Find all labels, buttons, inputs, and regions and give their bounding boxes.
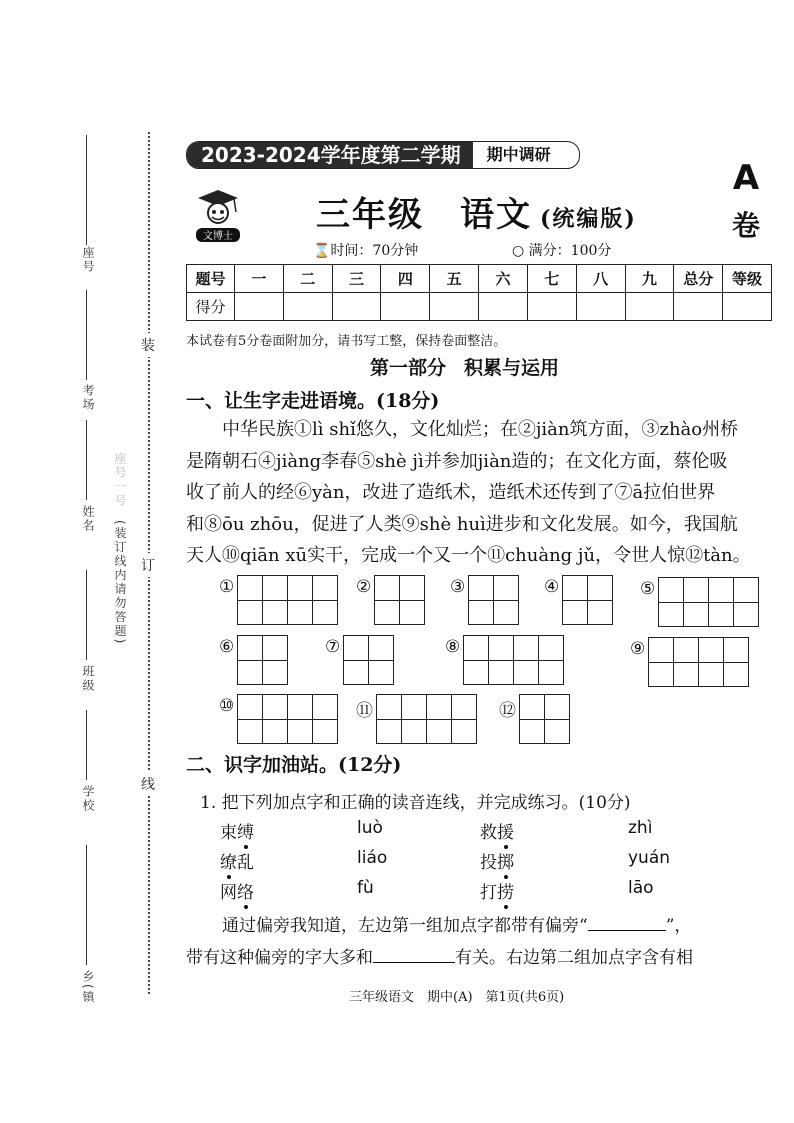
- score-header-cell: 八: [576, 265, 625, 293]
- writing-grid-item: [219, 694, 338, 744]
- score-cell[interactable]: [576, 293, 625, 321]
- grid-cell: [587, 576, 612, 624]
- binding-line-class: [86, 570, 87, 660]
- section2-question1: 1. 把下列加点字和正确的读音连线，并完成练习。(10分): [200, 793, 631, 813]
- grid-cell: [262, 695, 287, 743]
- hourglass-icon: ⌛: [313, 243, 331, 259]
- character-box[interactable]: [698, 638, 748, 686]
- grid-cell: [683, 578, 708, 626]
- page-footer: 三年级语文 期中(A) 第1页(共6页): [349, 990, 565, 1005]
- grid-cell: [649, 638, 673, 686]
- match-word-right-2: 投掷: [480, 848, 514, 873]
- tian-zi-grid[interactable]: [562, 575, 613, 625]
- grid-number: ②: [356, 577, 372, 597]
- character-box[interactable]: [238, 576, 287, 624]
- match-pinyin-right-3[interactable]: lāo: [628, 878, 654, 898]
- grid-cell: [451, 695, 476, 743]
- score-cell[interactable]: [723, 293, 772, 321]
- grid-number: ⑥: [219, 637, 235, 657]
- edition: (统编版): [540, 206, 637, 232]
- binding-field-class: 班级: [81, 665, 95, 693]
- score-header-cell: 题号: [187, 265, 235, 293]
- score-table-header-row: [187, 265, 772, 293]
- character-box[interactable]: [375, 576, 424, 624]
- grid-cell: [312, 695, 337, 743]
- character-box[interactable]: [238, 636, 287, 684]
- character-box[interactable]: [649, 638, 698, 686]
- match-word-right-1: 救援: [480, 818, 514, 843]
- match-word-left-1: 束缚: [220, 818, 254, 843]
- grid-cell: [544, 695, 569, 743]
- character-box[interactable]: [708, 578, 758, 626]
- character-box[interactable]: [659, 578, 708, 626]
- binding-line-name: [86, 420, 87, 500]
- part-title: 积累与运用: [464, 357, 560, 379]
- binding-line-school: [86, 710, 87, 780]
- grid-number: ①: [219, 577, 235, 597]
- score-header-cell: 九: [625, 265, 674, 293]
- fill-sentence-2: 带有这种偏旁的字大多和 有关。右边第二组加点字含有相: [186, 948, 693, 968]
- binding-line-town: [86, 845, 87, 965]
- grid-cell: [520, 695, 544, 743]
- circle-icon: ○: [512, 243, 525, 259]
- tian-zi-grid[interactable]: [648, 637, 749, 687]
- grid-number: ⑨: [630, 639, 646, 659]
- score-header-cell: 五: [430, 265, 479, 293]
- match-word-left-2: 缭乱: [220, 848, 254, 873]
- binding-line-kaochang: [86, 290, 87, 380]
- match-pinyin-left-1[interactable]: luò: [357, 818, 383, 838]
- grid-cell: [344, 636, 368, 684]
- tian-zi-grid[interactable]: [237, 694, 338, 744]
- grid-number: ③: [450, 577, 466, 597]
- binding-field-zuohao: 座号: [81, 246, 95, 274]
- tian-zi-grid[interactable]: [468, 575, 519, 625]
- grid-cell: [563, 576, 587, 624]
- score-cell[interactable]: [235, 293, 284, 321]
- score-table: [186, 264, 772, 321]
- passage-line: 天人⑩qiān xū实干，完成一个又一个⑪chuàng jǔ，令世人惊⑫tàn。: [186, 545, 751, 566]
- part-heading: [370, 353, 559, 380]
- grid-cell: [238, 576, 262, 624]
- grid-cell: [262, 576, 287, 624]
- binding-field-town: 乡(镇: [81, 970, 95, 1005]
- score-header-cell: 一: [235, 265, 284, 293]
- binding-note: (装订线内请勿答题): [113, 520, 127, 646]
- score-header-cell: 总分: [674, 265, 723, 293]
- writing-grid-item: [640, 577, 759, 627]
- binding-field-school: 学校: [81, 785, 95, 813]
- grid-number: ⑫: [499, 701, 516, 721]
- grid-cell: [469, 576, 493, 624]
- blank-radical[interactable]: [588, 930, 666, 931]
- grid-cell: [238, 636, 262, 684]
- binding-char-xian: 线: [141, 772, 155, 796]
- tian-zi-grid[interactable]: [343, 635, 394, 685]
- grid-cell: [538, 636, 563, 684]
- grade-subject: 三年级 语文: [316, 195, 532, 235]
- writing-grid-item: [630, 637, 749, 687]
- character-box[interactable]: [344, 636, 393, 684]
- match-word-right-3: 打捞: [480, 878, 514, 903]
- paper-title: [316, 187, 637, 236]
- grid-cell: [659, 578, 683, 626]
- score-cell[interactable]: [332, 293, 381, 321]
- exam-time: ⌛时间：70分钟: [313, 243, 419, 259]
- score-cell[interactable]: [381, 293, 430, 321]
- grid-cell: [427, 695, 451, 743]
- writing-grid-item: [445, 635, 564, 685]
- mascot-label: 文博士: [203, 231, 233, 242]
- header-banner: [186, 141, 580, 169]
- binding-field-kaochang: 考场: [81, 384, 95, 412]
- blank-related-meaning[interactable]: [373, 962, 455, 963]
- writing-grid-item: [325, 635, 394, 685]
- binding-line-zuohao: [86, 135, 87, 245]
- match-pinyin-left-3[interactable]: fù: [357, 878, 374, 898]
- grid-cell: [375, 576, 399, 624]
- character-box[interactable]: [426, 695, 476, 743]
- grid-cell: [401, 695, 426, 743]
- writing-grid-item: [356, 575, 425, 625]
- grid-number: ⑦: [325, 637, 341, 657]
- passage-line: 收了前人的经⑥yàn，改进了造纸术，造纸术还传到了⑦ā拉伯世界: [186, 482, 716, 503]
- score-cell[interactable]: [674, 293, 723, 321]
- writing-grid-item: [544, 575, 613, 625]
- character-box[interactable]: [377, 695, 426, 743]
- grid-number: ④: [544, 577, 560, 597]
- character-box[interactable]: [287, 576, 337, 624]
- tian-zi-grid[interactable]: [374, 575, 425, 625]
- grid-cell: [709, 578, 733, 626]
- mascot-logo: [190, 186, 246, 244]
- score-cell[interactable]: [625, 293, 674, 321]
- grid-number: ⑧: [445, 637, 461, 657]
- binding-faded-text: 座号一号: [113, 452, 127, 508]
- score-header-cell: 二: [283, 265, 332, 293]
- grid-cell: [514, 636, 538, 684]
- paper-word: 卷: [731, 209, 760, 242]
- tian-zi-grid[interactable]: [237, 635, 288, 685]
- passage-line: 中华民族①lì shǐ悠久，文化灿烂；在②jiàn筑方面，③zhào州桥: [222, 419, 739, 440]
- score-table-score-row: [187, 293, 772, 321]
- tian-zi-grid[interactable]: [237, 575, 338, 625]
- character-box[interactable]: [464, 636, 513, 684]
- paper-letter: A: [732, 158, 760, 198]
- writing-grid-item: [450, 575, 519, 625]
- grid-cell: [238, 695, 262, 743]
- match-pinyin-right-1[interactable]: zhì: [628, 818, 653, 838]
- match-pinyin-left-2[interactable]: liáo: [357, 848, 388, 868]
- section1-passage: [186, 414, 776, 572]
- score-header-cell: 三: [332, 265, 381, 293]
- tian-zi-grid[interactable]: [463, 635, 564, 685]
- school-year: 2023-2024学年度第二学期: [187, 142, 473, 168]
- score-header-cell: 六: [479, 265, 528, 293]
- binding-field-name: 姓名: [81, 505, 95, 533]
- character-box[interactable]: [469, 576, 518, 624]
- passage-line: 是隋朝石④jiàng李春⑤shè jì并参加jiàn造的；在文化方面，蔡伦吸: [186, 450, 728, 472]
- match-word-left-3: 网络: [220, 878, 254, 903]
- grid-cell: [368, 636, 393, 684]
- grid-number: ⑩: [219, 696, 235, 716]
- fill-sentence-1: 通过偏旁我知道，左边第一组加点字都带有偏旁“ ”，: [222, 916, 692, 936]
- passage-line: 和⑧ōu zhōu，促进了人类⑨shè huì进步和文化发展。如今，我国航: [186, 513, 738, 535]
- section2-title: 二、识字加油站。(12分): [186, 754, 402, 776]
- grid-cell: [723, 638, 748, 686]
- score-header-cell: 七: [527, 265, 576, 293]
- exam-type: 期中调研: [473, 142, 565, 168]
- grid-cell: [488, 636, 513, 684]
- tian-zi-grid[interactable]: [658, 577, 759, 627]
- tian-zi-grid[interactable]: [376, 694, 477, 744]
- binding-char-ding: 订: [141, 553, 155, 577]
- character-box[interactable]: [513, 636, 563, 684]
- grid-cell: [699, 638, 723, 686]
- section1-title: 一、让生字走进语境。(18分): [186, 390, 440, 412]
- paper-badge: [726, 158, 766, 244]
- score-cell[interactable]: [527, 293, 576, 321]
- grid-cell: [464, 636, 488, 684]
- score-cell[interactable]: [283, 293, 332, 321]
- grid-cell: [262, 636, 287, 684]
- character-box[interactable]: [238, 695, 287, 743]
- character-box[interactable]: [563, 576, 612, 624]
- score-cell[interactable]: [430, 293, 479, 321]
- full-score: ○ 满分：100分: [512, 243, 612, 259]
- grid-cell: [673, 638, 698, 686]
- neatness-note: 本试卷有5分卷面附加分，请书写工整，保持卷面整洁。: [186, 334, 507, 349]
- grid-cell: [399, 576, 424, 624]
- grid-cell: [288, 695, 312, 743]
- match-pinyin-right-2[interactable]: yuán: [628, 848, 671, 868]
- writing-grid-item: [499, 694, 570, 744]
- character-box[interactable]: [287, 695, 337, 743]
- score-header-cell: 等级: [723, 265, 772, 293]
- grid-number: ⑤: [640, 579, 656, 599]
- score-cell[interactable]: [479, 293, 528, 321]
- grid-cell: [288, 576, 312, 624]
- grid-cell: [733, 578, 758, 626]
- binding-char-zhuang: 装: [141, 333, 155, 357]
- grid-cell: [377, 695, 401, 743]
- writing-grid-item: [356, 694, 477, 744]
- grid-number: ⑪: [356, 701, 373, 721]
- grid-cell: [312, 576, 337, 624]
- writing-grid-item: [219, 635, 288, 685]
- score-header-cell: 四: [381, 265, 430, 293]
- score-row-label: 得分: [187, 293, 235, 321]
- writing-grid-item: [219, 575, 338, 625]
- character-box[interactable]: [520, 695, 569, 743]
- tian-zi-grid[interactable]: [519, 694, 570, 744]
- grid-cell: [493, 576, 518, 624]
- part-label: 第一部分: [370, 357, 447, 379]
